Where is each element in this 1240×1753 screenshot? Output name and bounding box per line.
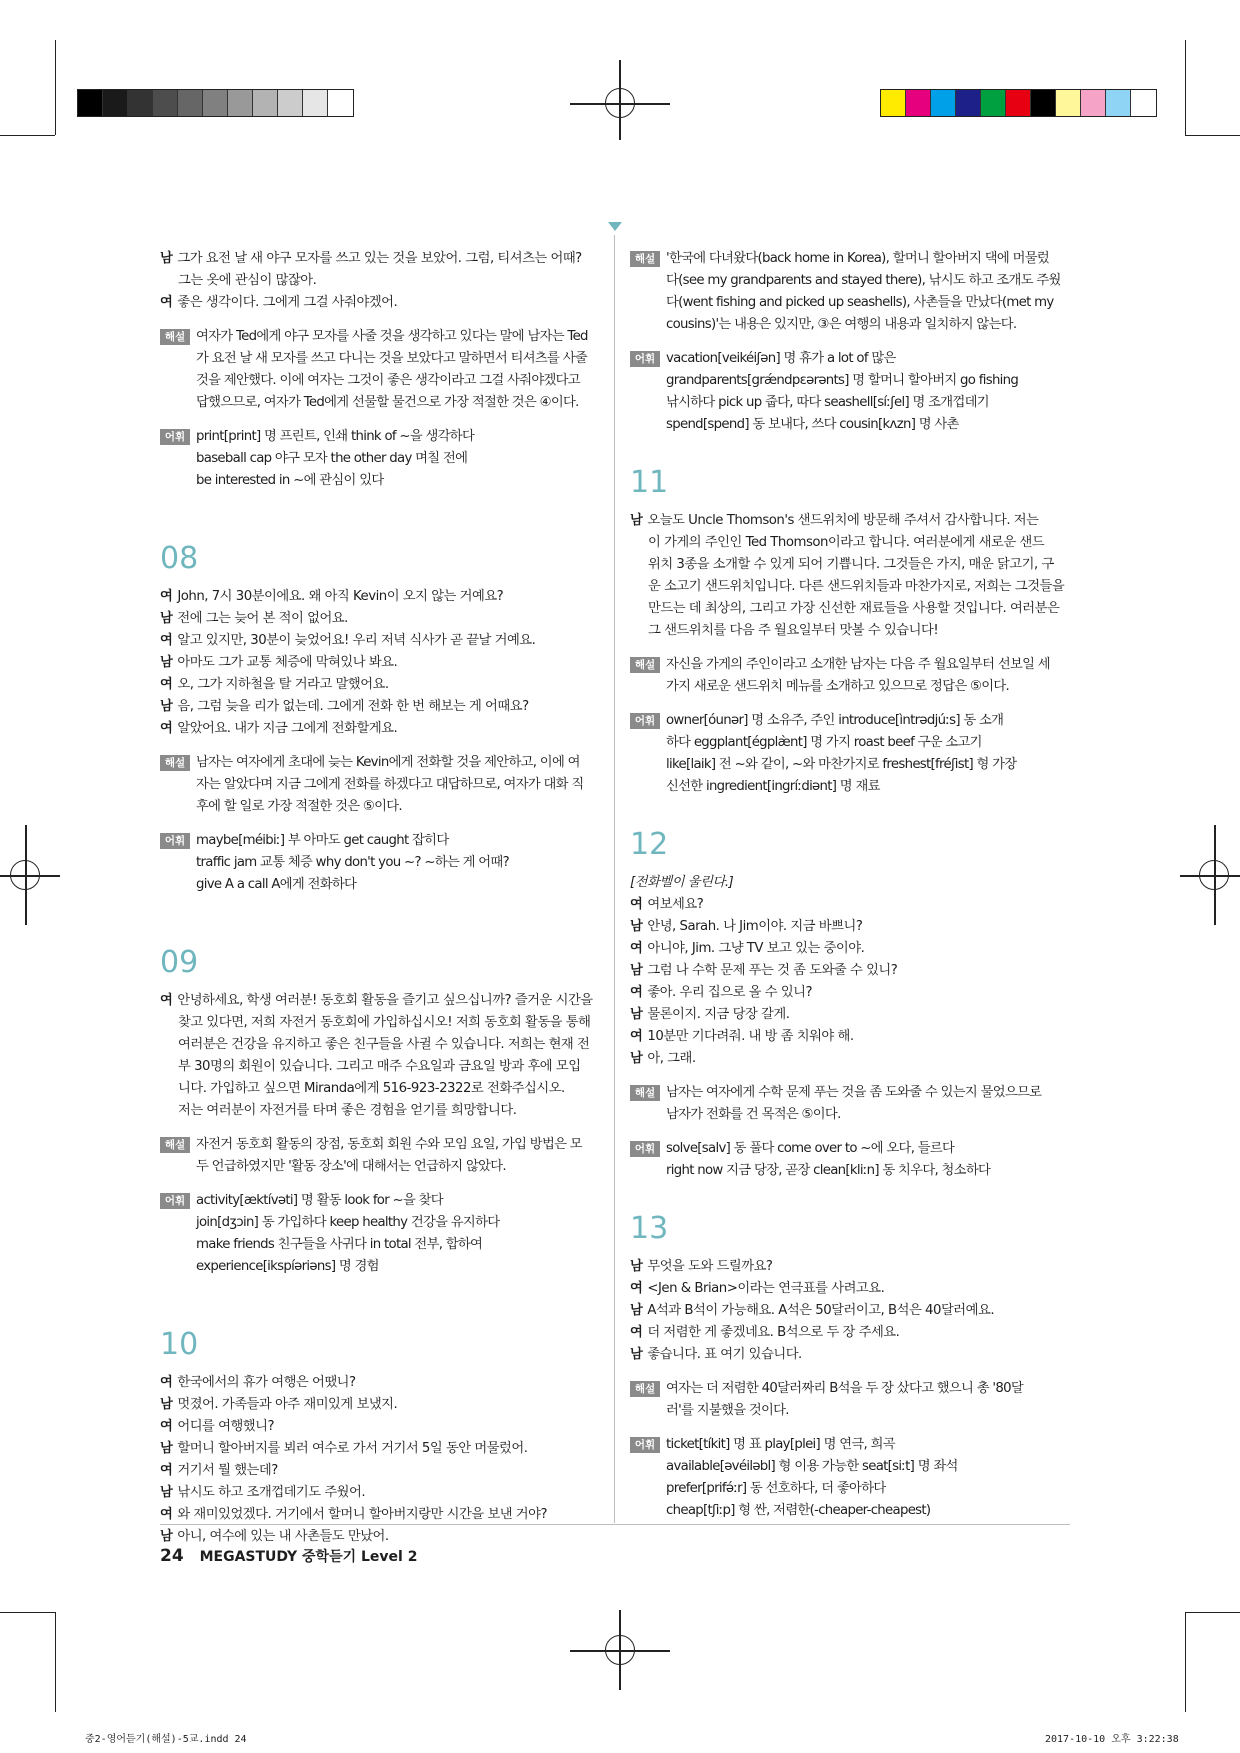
explanation-line: 답했으므로, 여자가 Ted에게 선물할 물건으로 가장 적절한 것은 ④이다. xyxy=(196,395,579,410)
q08-vocabulary xyxy=(160,830,600,896)
vocabulary-line: be interested in ~에 관심이 있다 xyxy=(196,473,384,488)
explanation-line: 자전거 동호회 활동의 장점, 동호회 회원 수와 모임 요일, 가입 방법은 모 xyxy=(196,1137,582,1152)
q08-explanation xyxy=(160,752,600,818)
q12-stage-direction: [전화벨이 울린다.] xyxy=(630,875,734,890)
dialogue-line xyxy=(160,1394,600,1416)
speaker-label: 여 xyxy=(160,295,173,310)
calibration-swatch xyxy=(881,90,906,116)
calibration-swatch xyxy=(178,90,203,116)
vocabulary-line: join[dʒɔin] 동 가입하다 keep healthy 건강을 유지하다 xyxy=(196,1215,500,1230)
calibration-swatch xyxy=(278,90,303,116)
dialogue-text: 그는 옷에 관심이 많잖아. xyxy=(178,273,317,288)
vocabulary-line: solve[salv] 동 풀다 come over to ~에 오다, 들르다 xyxy=(666,1141,955,1156)
color-calibration-strip xyxy=(880,89,1157,117)
question-number-08: 08 xyxy=(160,541,199,576)
vocabulary-line: print[print] 명 프린트, 인쇄 think of ~을 생각하다 xyxy=(196,429,475,444)
vocabulary-line: available[əvéiləbl] 형 이용 가능한 seat[siːt] 명 좌석 xyxy=(666,1459,958,1474)
dialogue-line xyxy=(160,674,600,696)
explanation-line: 남자는 여자에게 초대에 늦는 Kevin에게 전화할 것을 제안하고, 이에 여 xyxy=(196,755,580,770)
dialogue-text: 여보세요? xyxy=(647,897,704,912)
speaker-label: 여 xyxy=(160,993,173,1008)
dialogue-line xyxy=(630,894,1070,916)
speaker-label: 여 xyxy=(630,1281,643,1296)
dialogue-line xyxy=(160,652,600,674)
explanation-tag: 해설 xyxy=(630,1381,660,1397)
dialogue-line xyxy=(160,630,600,652)
dialogue-line xyxy=(630,1322,1070,1344)
q11-vocabulary xyxy=(630,710,1070,798)
calibration-swatch xyxy=(78,90,103,116)
print-slug-filename: 중2-영어듣기(해설)-5교.indd 24 xyxy=(85,1734,247,1745)
calibration-swatch xyxy=(1031,90,1056,116)
crop-mark xyxy=(1185,135,1240,136)
dialogue-line xyxy=(630,1004,1070,1026)
speaker-label: 여 xyxy=(630,1029,643,1044)
dialogue-line xyxy=(630,1048,1070,1070)
footer-title: MEGASTUDY 중학듣기 Level 2 xyxy=(199,1549,418,1565)
dialogue-line xyxy=(630,554,1070,576)
explanation-line: 가지 새로운 샌드위치 메뉴를 소개하고 있으므로 정답은 ⑤이다. xyxy=(666,679,1010,694)
vocabulary-tag: 어휘 xyxy=(630,351,660,367)
calibration-swatch xyxy=(103,90,128,116)
vocabulary-line: maybe[méibiː] 부 아마도 get caught 잡히다 xyxy=(196,833,449,848)
q12-dialogue xyxy=(630,894,1070,1070)
right-column xyxy=(630,248,1070,1522)
dialogue-text: 부 30명의 회원이 있습니다. 그리고 매주 수요일과 금요일 방과 후에 모입 xyxy=(178,1059,581,1074)
dialogue-text: 물론이지. 지금 당장 갈게. xyxy=(647,1007,790,1022)
q07-explanation xyxy=(160,326,600,414)
dialogue-text: 거기서 뭘 했는데? xyxy=(177,1463,278,1478)
dialogue-text: 아니야, Jim. 그냥 TV 보고 있는 중이야. xyxy=(647,941,865,956)
dialogue-text: 저는 여러분이 자전거를 타며 좋은 경험을 얻기를 희망합니다. xyxy=(178,1103,517,1118)
dialogue-text: 낚시도 하고 조개껍데기도 주웠어. xyxy=(177,1485,366,1500)
vocabulary-line: cheap[tʃiːp] 형 싼, 저렴한(-cheaper-cheapest) xyxy=(666,1503,931,1518)
question-number-11: 11 xyxy=(630,465,669,500)
explanation-line: 자는 알았다며 지금 그에게 전화를 하겠다고 대답하므로, 여자가 대화 직 xyxy=(196,777,584,792)
dialogue-text: 좋습니다. 표 여기 있습니다. xyxy=(647,1347,802,1362)
dialogue-text: 오, 그가 지하철을 탈 거라고 말했어요. xyxy=(177,677,389,692)
dialogue-text: 그 샌드위치를 다음 주 월요일부터 맛볼 수 있습니다! xyxy=(648,623,939,638)
dialogue-text: 멋졌어. 가족들과 아주 재미있게 보냈지. xyxy=(177,1397,398,1412)
dialogue-text: 알았어요. 내가 지금 그에게 전화할게요. xyxy=(177,721,398,736)
dialogue-line xyxy=(160,1438,600,1460)
speaker-label: 여 xyxy=(160,1463,173,1478)
dialogue-text: 안녕, Sarah. 나 Jim이야. 지금 바쁘니? xyxy=(647,919,863,934)
speaker-label: 남 xyxy=(630,963,643,978)
vocabulary-line: spend[spend] 동 보내다, 쓰다 cousin[kʌzn] 명 사촌 xyxy=(666,417,959,432)
q09-monologue xyxy=(160,990,600,1122)
vocabulary-line: grandparents[grǽndpɛərənts] 명 할머니 할아버지 go fishing xyxy=(666,373,1019,388)
vocabulary-line: activity[æktívəti] 명 활동 look for ~을 찾다 xyxy=(196,1193,443,1208)
dialogue-line xyxy=(160,1078,600,1100)
explanation-line: 여자는 더 저렴한 40달러짜리 B석을 두 장 샀다고 했으니 총 '80달 xyxy=(666,1381,1024,1396)
dialogue-text: 와 재미있었겠다. 거기에서 할머니 할아버지랑만 시간을 보낸 거야? xyxy=(177,1507,548,1522)
speaker-label: 여 xyxy=(160,1375,173,1390)
explanation-tag: 해설 xyxy=(160,755,190,771)
calibration-swatch xyxy=(328,90,353,116)
dialogue-line xyxy=(160,1416,600,1438)
dialogue-text: 좋아. 우리 집으로 올 수 있니? xyxy=(647,985,813,1000)
explanation-tag: 해설 xyxy=(630,657,660,673)
calibration-swatch xyxy=(1131,90,1156,116)
dialogue-text: 위치 3종을 소개할 수 있게 되어 기쁩니다. 그것들은 가지, 매운 닭고기, 구 xyxy=(648,557,1054,572)
dialogue-text: 그럼 나 수학 문제 푸는 것 좀 도와줄 수 있니? xyxy=(647,963,898,978)
dialogue-line xyxy=(630,1256,1070,1278)
q07-vocabulary xyxy=(160,426,600,492)
calibration-swatch xyxy=(1056,90,1081,116)
vocabulary-line: 낚시하다 pick up 줍다, 따다 seashell[síːʃel] 명 조개껍데기 xyxy=(666,395,989,410)
calibration-swatch xyxy=(153,90,178,116)
vocabulary-line: give A a call A에게 전화하다 xyxy=(196,877,357,892)
dialogue-text: 아, 그래. xyxy=(647,1051,696,1066)
speaker-label: 남 xyxy=(160,1397,173,1412)
explanation-tag: 해설 xyxy=(160,329,190,345)
dialogue-line xyxy=(630,598,1070,620)
calibration-swatch xyxy=(956,90,981,116)
dialogue-text: 알고 있지만, 30분이 늦었어요! 우리 저녁 식사가 곧 끝날 거예요. xyxy=(177,633,536,648)
dialogue-line xyxy=(160,696,600,718)
q13-explanation xyxy=(630,1378,1070,1422)
calibration-swatch xyxy=(1106,90,1131,116)
calibration-swatch xyxy=(981,90,1006,116)
grayscale-calibration-strip xyxy=(77,89,354,117)
speaker-label: 남 xyxy=(630,919,643,934)
speaker-label: 남 xyxy=(160,655,173,670)
speaker-label: 여 xyxy=(160,677,173,692)
dialogue-line xyxy=(160,1056,600,1078)
question-number-09: 09 xyxy=(160,945,199,980)
vocabulary-line: 신선한 ingredient[ingríːdiənt] 명 재료 xyxy=(666,779,880,794)
dialogue-line xyxy=(160,248,600,270)
dialogue-line xyxy=(630,982,1070,1004)
explanation-line: cousins)'는 내용은 있지만, ③은 여행의 내용과 일치하지 않는다. xyxy=(666,317,1017,332)
q09-explanation xyxy=(160,1134,600,1178)
dialogue-line xyxy=(160,1482,600,1504)
speaker-label: 남 xyxy=(160,699,173,714)
dialogue-text: 10분만 기다려줘. 내 방 좀 치워야 해. xyxy=(647,1029,854,1044)
dialogue-text: 어디를 여행했니? xyxy=(177,1419,275,1434)
calibration-swatch xyxy=(228,90,253,116)
page-number: 24 xyxy=(160,1546,184,1566)
dialogue-text: 할머니 할아버지를 뵈러 여수로 가서 거기서 5일 동안 머물렀어. xyxy=(177,1441,528,1456)
dialogue-line xyxy=(160,1526,600,1548)
speaker-label: 여 xyxy=(160,1507,173,1522)
dialogue-text: 음, 그럼 늦을 리가 없는데. 그에게 전화 한 번 해보는 게 어때요? xyxy=(177,699,529,714)
dialogue-text: 아마도 그가 교통 체증에 막혀있나 봐요. xyxy=(177,655,398,670)
dialogue-text: 그가 요전 날 새 야구 모자를 쓰고 있는 것을 보았어. 그럼, 티셔츠는 어때? xyxy=(177,251,582,266)
q10-vocabulary xyxy=(630,348,1070,436)
calibration-swatch xyxy=(931,90,956,116)
crop-mark xyxy=(55,1612,56,1712)
dialogue-line xyxy=(630,510,1070,532)
q11-explanation xyxy=(630,654,1070,698)
dialogue-text: <Jen & Brian>이라는 연극표를 사려고요. xyxy=(647,1281,885,1296)
column-top-marker xyxy=(608,222,622,231)
dialogue-line xyxy=(160,270,600,292)
question-number-10: 10 xyxy=(160,1327,199,1362)
explanation-line: 후에 할 일로 가장 적절한 것은 ⑤이다. xyxy=(196,799,402,814)
vocabulary-tag: 어휘 xyxy=(630,1437,660,1453)
dialogue-text: 더 저렴한 게 좋겠네요. B석으로 두 장 주세요. xyxy=(647,1325,900,1340)
calibration-swatch xyxy=(1006,90,1031,116)
speaker-label: 여 xyxy=(160,721,173,736)
dialogue-line xyxy=(160,1372,600,1394)
dialogue-text: 안녕하세요, 학생 여러분! 동호회 활동을 즐기고 싶으십니까? 즐거운 시간을 xyxy=(177,993,593,1008)
speaker-label: 여 xyxy=(630,897,643,912)
q13-dialogue xyxy=(630,1256,1070,1366)
dialogue-text: 니다. 가입하고 싶으면 Miranda에게 516-923-2322로 전화주십시오. xyxy=(178,1081,565,1096)
explanation-line: 두 언급하였지만 '활동 장소'에 대해서는 언급하지 않았다. xyxy=(196,1159,506,1174)
vocabulary-line: like[laik] 전 ~와 같이, ~와 마찬가지로 freshest[fréʃist] 형 가장 xyxy=(666,757,1017,772)
explanation-line: 러'를 지불했을 것이다. xyxy=(666,1403,789,1418)
explanation-line: 것을 제안했다. 이에 여자는 그것이 좋은 생각이라고 그걸 사줘야겠다고 xyxy=(196,373,580,388)
dialogue-line xyxy=(630,576,1070,598)
dialogue-line xyxy=(630,1026,1070,1048)
q11-monologue xyxy=(630,510,1070,642)
explanation-line: 여자가 Ted에게 야구 모자를 사줄 것을 생각하고 있다는 말에 남자는 Ted xyxy=(196,329,588,344)
question-number-13: 13 xyxy=(630,1211,669,1246)
vocabulary-tag: 어휘 xyxy=(160,1193,190,1209)
dialogue-line xyxy=(630,938,1070,960)
speaker-label: 남 xyxy=(630,513,643,528)
dialogue-text: 만드는 데 최상의, 그리고 가장 신선한 재료들을 사용할 것입니다. 여러분은 xyxy=(648,601,1060,616)
speaker-label: 남 xyxy=(630,1303,643,1318)
speaker-label: 여 xyxy=(160,1419,173,1434)
dialogue-text: 운 소고기 샌드위치입니다. 다른 샌드위치들과 마찬가지로, 저희는 그것들을 xyxy=(648,579,1065,594)
calibration-swatch xyxy=(906,90,931,116)
dialogue-text: 오늘도 Uncle Thomson's 샌드위치에 방문해 주셔서 감사합니다. 저는 xyxy=(647,513,1039,528)
dialogue-line xyxy=(630,1278,1070,1300)
explanation-line: 다(went fishing and picked up seashells), 사촌들을 만났다(met my xyxy=(666,295,1054,310)
calibration-swatch xyxy=(203,90,228,116)
dialogue-line xyxy=(160,292,600,314)
speaker-label: 여 xyxy=(630,985,643,1000)
dialogue-text: 한국에서의 휴가 여행은 어땠니? xyxy=(177,1375,356,1390)
vocabulary-line: 하다 eggplant[égplæ̀nt] 명 가지 roast beef 구운 소고기 xyxy=(666,735,982,750)
dialogue-line xyxy=(160,1504,600,1526)
speaker-label: 남 xyxy=(160,611,173,626)
dialogue-line xyxy=(160,1012,600,1034)
q10-explanation xyxy=(630,248,1070,336)
dialogue-line xyxy=(160,1034,600,1056)
explanation-line: 자신을 가게의 주인이라고 소개한 남자는 다음 주 월요일부터 선보일 세 xyxy=(666,657,1050,672)
explanation-line: 가 요전 날 새 모자를 쓰고 다니는 것을 보았다고 말하면서 티셔츠를 사줄 xyxy=(196,351,587,366)
dialogue-line xyxy=(630,916,1070,938)
dialogue-text: 여러분은 건강을 유지하고 좋은 친구들을 사귈 수 있습니다. 저희는 현재 전 xyxy=(178,1037,590,1052)
explanation-line: '한국에 다녀왔다(back home in Korea), 할머니 할아버지 댁에 머물렀 xyxy=(666,251,1050,266)
vocabulary-line: owner[óunər] 명 소유주, 주인 introduce[ìntrədjúːs] 동 소개 xyxy=(666,713,1004,728)
dialogue-text: A석과 B석이 가능해요. A석은 50달러이고, B석은 40달러예요. xyxy=(647,1303,995,1318)
print-slug-timestamp: 2017-10-10 오후 3:22:38 xyxy=(1045,1734,1179,1745)
speaker-label: 남 xyxy=(160,1529,173,1544)
explanation-tag: 해설 xyxy=(630,251,660,267)
explanation-line: 다(see my grandparents and stayed there), 낚시도 하고 조개도 주웠 xyxy=(666,273,1061,288)
column-divider xyxy=(614,235,615,1523)
vocabulary-tag: 어휘 xyxy=(160,833,190,849)
crop-mark xyxy=(0,135,55,136)
vocabulary-line: prefer[prifə́ːr] 동 선호하다, 더 좋아하다 xyxy=(666,1481,886,1496)
crop-mark xyxy=(1185,1612,1186,1712)
vocabulary-line: baseball cap 야구 모자 the other day 며칠 전에 xyxy=(196,451,468,466)
explanation-line: 남자가 전화를 건 목적은 ⑤이다. xyxy=(666,1107,841,1122)
dialogue-line xyxy=(160,1460,600,1482)
explanation-tag: 해설 xyxy=(630,1085,660,1101)
dialogue-line xyxy=(630,960,1070,982)
q10-dialogue xyxy=(160,1372,600,1548)
crop-mark xyxy=(0,1612,55,1613)
speaker-label: 여 xyxy=(630,1325,643,1340)
dialogue-line xyxy=(160,718,600,740)
q08-dialogue xyxy=(160,586,600,740)
dialogue-line xyxy=(160,990,600,1012)
calibration-swatch xyxy=(303,90,328,116)
speaker-label: 남 xyxy=(630,1259,643,1274)
vocabulary-tag: 어휘 xyxy=(630,1141,660,1157)
calibration-swatch xyxy=(1081,90,1106,116)
dialogue-text: 좋은 생각이다. 그에게 그걸 사줘야겠어. xyxy=(177,295,398,310)
dialogue-text: 무엇을 도와 드릴까요? xyxy=(647,1259,773,1274)
dialogue-text: 아니, 여수에 있는 내 사촌들도 만났어. xyxy=(177,1529,389,1544)
vocabulary-line: experience[ikspíəriəns] 명 경험 xyxy=(196,1259,379,1274)
dialogue-line xyxy=(160,1100,600,1122)
dialogue-line xyxy=(630,532,1070,554)
crop-mark xyxy=(55,40,56,135)
dialogue-text: 이 가게의 주인인 Ted Thomson이라고 합니다. 여러분에게 새로운 샌드 xyxy=(648,535,1045,550)
q12-vocabulary xyxy=(630,1138,1070,1182)
left-column xyxy=(160,248,600,1548)
q09-vocabulary xyxy=(160,1190,600,1278)
explanation-tag: 해설 xyxy=(160,1137,190,1153)
calibration-swatch xyxy=(128,90,153,116)
dialogue-text: John, 7시 30분이에요. 왜 아직 Kevin이 오지 않는 거예요? xyxy=(177,589,504,604)
vocabulary-line: ticket[tíkit] 명 표 play[plei] 명 연극, 희곡 xyxy=(666,1437,895,1452)
dialogue-line xyxy=(630,1300,1070,1322)
calibration-swatch xyxy=(253,90,278,116)
crop-mark xyxy=(1185,1612,1240,1613)
speaker-label: 남 xyxy=(160,1485,173,1500)
q12-explanation xyxy=(630,1082,1070,1126)
dialogue-text: 찾고 있다면, 저희 자전거 동호회에 가입하십시오! 저희 동호회 활동을 통해 xyxy=(178,1015,591,1030)
question-number-12: 12 xyxy=(630,827,669,862)
q13-vocabulary xyxy=(630,1434,1070,1522)
speaker-label: 남 xyxy=(630,1051,643,1066)
speaker-label: 여 xyxy=(160,633,173,648)
vocabulary-tag: 어휘 xyxy=(630,713,660,729)
dialogue-line xyxy=(630,620,1070,642)
speaker-label: 여 xyxy=(630,941,643,956)
page-footer xyxy=(160,1546,417,1566)
speaker-label: 남 xyxy=(630,1007,643,1022)
q07-dialogue xyxy=(160,248,600,314)
speaker-label: 남 xyxy=(630,1347,643,1362)
speaker-label: 남 xyxy=(160,1441,173,1456)
vocabulary-line: right now 지금 당장, 곧장 clean[kliːn] 동 치우다, 청소하다 xyxy=(666,1163,991,1178)
speaker-label: 남 xyxy=(160,251,173,266)
speaker-label: 여 xyxy=(160,589,173,604)
dialogue-text: 전에 그는 늦어 본 적이 없어요. xyxy=(177,611,348,626)
vocabulary-line: make friends 친구들을 사귀다 in total 전부, 합하여 xyxy=(196,1237,483,1252)
vocabulary-tag: 어휘 xyxy=(160,429,190,445)
crop-mark xyxy=(1185,40,1186,135)
vocabulary-line: vacation[veikéiʃən] 명 휴가 a lot of 많은 xyxy=(666,351,896,366)
dialogue-line xyxy=(160,586,600,608)
dialogue-line xyxy=(630,1344,1070,1366)
dialogue-line xyxy=(160,608,600,630)
vocabulary-line: traffic jam 교통 체증 why don't you ~? ~하는 게 어때? xyxy=(196,855,509,870)
explanation-line: 남자는 여자에게 수학 문제 푸는 것을 좀 도와줄 수 있는지 물었으므로 xyxy=(666,1085,1042,1100)
